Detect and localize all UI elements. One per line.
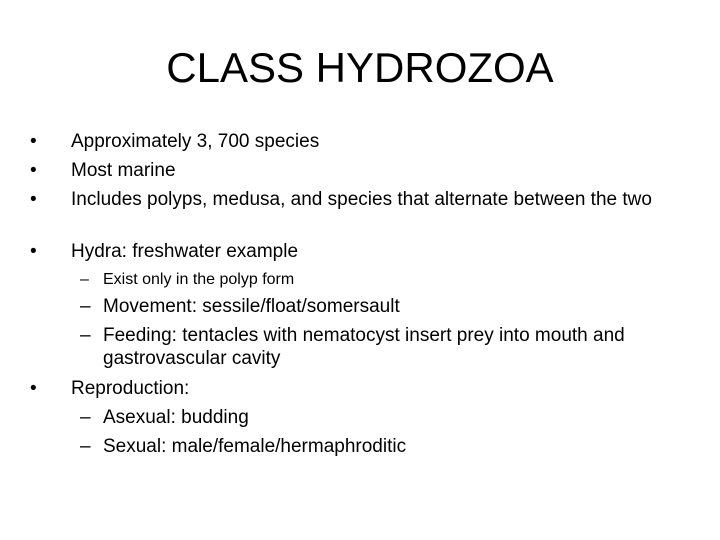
dash-icon: – (80, 296, 91, 317)
bullet-text: Reproduction: (71, 378, 190, 399)
bullet-icon: • (30, 160, 37, 181)
dash-icon: – (80, 271, 89, 288)
dash-icon: – (80, 436, 91, 457)
sub-bullet-text: Movement: sessile/float/somersault (103, 296, 400, 317)
slide-title: CLASS HYDROZOA (166, 44, 554, 91)
bullet-text: Most marine (71, 160, 176, 181)
bullet-icon: • (30, 189, 37, 210)
bullet-text: Hydra: freshwater example (71, 241, 299, 262)
bullet-icon: • (30, 241, 37, 262)
sub-bullet-text: Asexual: budding (103, 407, 249, 428)
dash-icon: – (80, 407, 91, 428)
sub-bullet-text: Feeding: tentacles with nematocyst insert prey into mouth and gastrovascular cavity (103, 325, 625, 369)
dash-icon: – (80, 325, 91, 346)
bullet-icon: • (30, 378, 37, 399)
bullet-icon: • (30, 131, 37, 152)
bullet-text: Approximately 3, 700 species (71, 131, 320, 152)
bullet-text: Includes polyps, medusa, and species that alternate between the two (71, 189, 652, 210)
sub-bullet-text: Exist only in the polyp form (103, 271, 295, 288)
sub-bullet-text: Sexual: male/female/hermaphroditic (103, 436, 407, 457)
